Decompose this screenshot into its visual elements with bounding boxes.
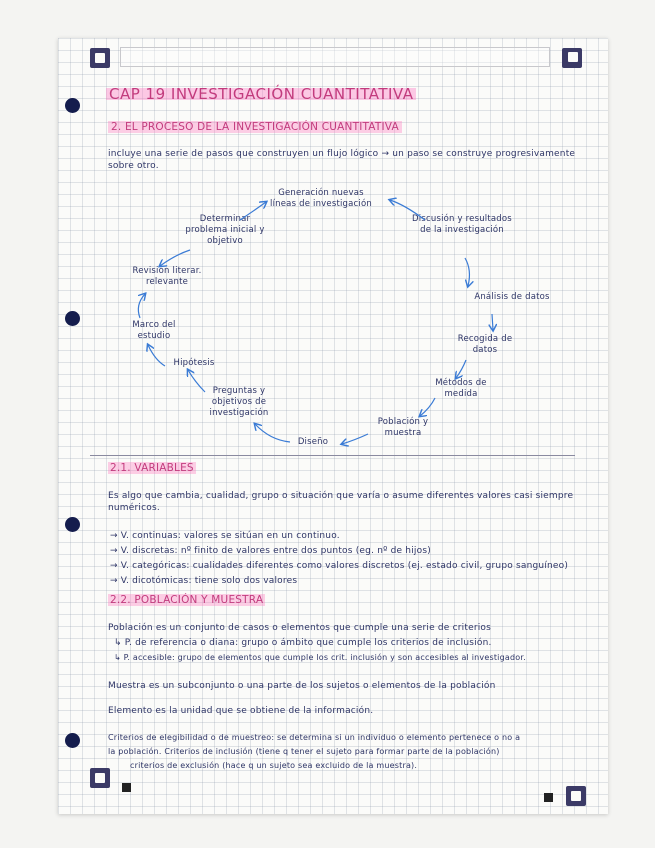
poblacion-type-1: ↳ P. de referencia o diana: grupo o ámbito que cumple los criterios de inclusión. [114,638,492,648]
arrow-9-to-8 [188,370,205,392]
variable-type-3: → V. categóricas: cualidades diferentes como valores discretos (ej. estado civil, grupo sanguíneo) [110,561,569,571]
arrow-5-to-4 [456,360,466,378]
intro-text: incluye una serie de pasos que construyen un flujo lógico → un paso se construye progresivamente sobre otro. [108,149,576,171]
page-title: CAP 19 INVESTIGACIÓN CUANTITATIVA [106,88,416,100]
cycle-node-10: Marco del estudio [132,320,176,341]
arrow-12-to-11 [160,250,190,266]
cycle-node-8: Preguntas y objetivos de investigación [209,386,269,418]
criterios-line-3: criterios de exclusión (hace q un sujeto sea excluido de la muestra). [130,761,418,770]
variable-type-4: → V. dicotómicas: tiene solo dos valores [110,576,298,586]
section-divider [90,455,575,456]
criterios-line-2: la población. Criterios de inclusión (tiene q tener el sujeto para formar parte de la población) [108,747,500,756]
arrow-10-to-9 [148,345,165,366]
section-2-2-label: 2.2. POBLACIÓN Y MUESTRA [110,594,264,606]
cycle-node-12: Determinar problema inicial y objetivo [185,214,265,246]
cycle-node-11: Revisión literar. relevante [132,266,202,287]
section-2-1-label: 2.1. VARIABLES [110,462,194,474]
section-2-2-heading [108,594,265,606]
arrow-1-to-12 [240,202,266,220]
arrow-7-to-6 [342,434,368,444]
poblacion-definition: Población es un conjunto de casos o elementos que cumple una serie de criterios [108,623,492,633]
variable-type-2: → V. discretas: nº finito de valores entre dos puntos (eg. nº de hijos) [110,546,431,556]
cycle-node-1: Generación nuevas líneas de investigación [270,188,372,209]
arrow-6-to-5 [420,398,435,416]
criterios-line-1: Criterios de elegibilidad o de muestreo: se determina si un individuo o elemento pertenece o no a [108,733,521,742]
cycle-node-4: Recogida de datos [457,334,513,355]
arrow-4-to-3 [492,314,493,330]
variables-definition: Es algo que cambia, cualidad, grupo o situación que varía o asume diferentes valores casi siempre numéricos. [108,491,574,513]
variable-type-1: → V. continuas: valores se sitúan en un continuo. [110,531,340,541]
cycle-node-5: Métodos de medida [435,378,487,399]
cycle-node-3: Análisis de datos [474,292,550,302]
arrow-2-to-1 [390,200,425,220]
muestra-definition: Muestra es un subconjunto o una parte de los sujetos o elementos de la población [108,681,496,691]
arrow-8-to-7 [255,424,290,442]
cycle-node-9: Hipótesis [173,358,215,368]
section-2-heading: 2. EL PROCESO DE LA INVESTIGACIÓN CUANTITATIVA [108,121,402,133]
elemento-definition: Elemento es la unidad que se obtiene de la información. [108,706,374,716]
cycle-node-7: Diseño [297,437,329,447]
arrow-3-to-2 [465,258,469,286]
arrow-11-to-10 [138,294,145,318]
poblacion-type-2: ↳ P. accesible: grupo de elementos que cumple los crit. inclusión y son accesibles al investigador. [114,653,526,662]
cycle-node-6: Población y muestra [377,417,429,438]
section-2-1-heading [108,462,196,474]
cycle-node-2: Discusión y resultados de la investigación [412,214,512,235]
